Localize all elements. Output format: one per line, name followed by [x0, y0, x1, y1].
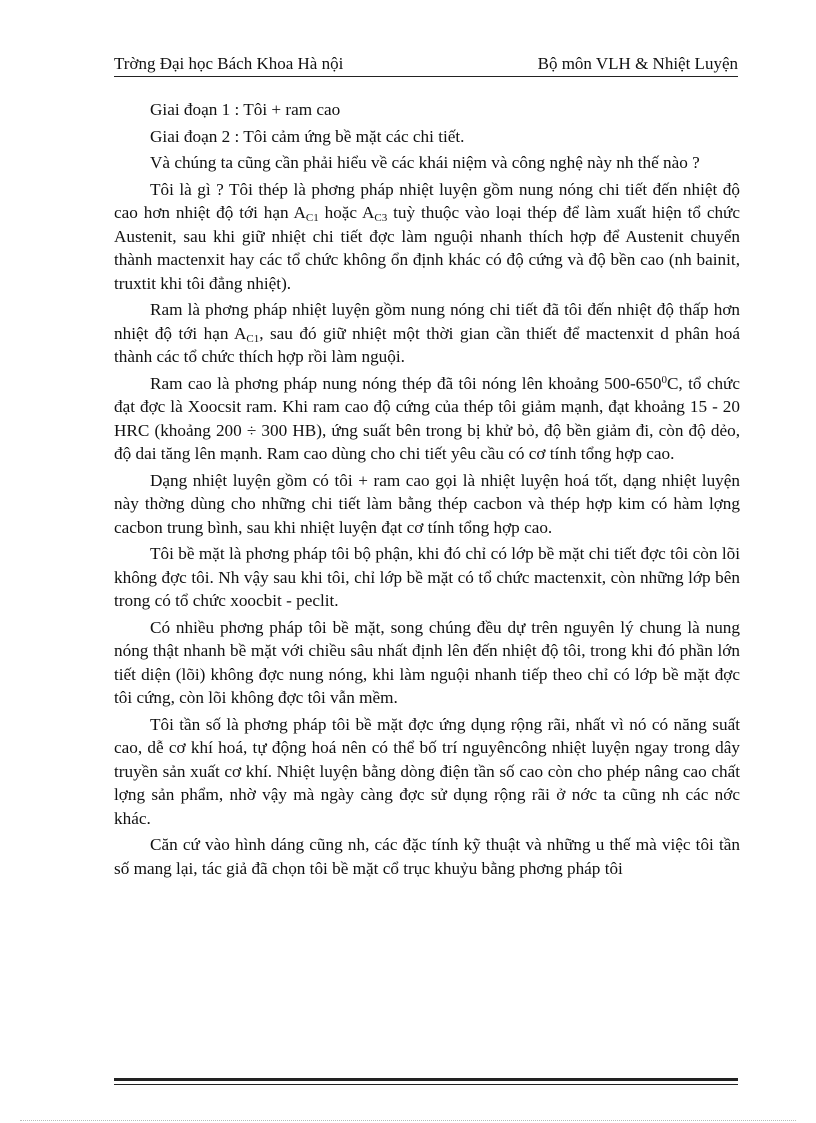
paragraph-concepts: Và chúng ta cũng cần phải hiểu về các khái niệm và công nghệ này nh thế nào ?: [150, 153, 700, 172]
paragraph-stage-2: Giai đoạn 2 : Tôi cảm ứng bề mặt các chi tiết.: [150, 126, 465, 146]
paragraph-stage-1: Giai đoạn 1 : Tôi + ram cao: [150, 100, 341, 119]
text-run: Ram cao là phơng pháp nung nóng thép đã tôi nóng lên khoảng 500-650: [150, 373, 662, 393]
superscript: 0: [661, 373, 667, 386]
text-run: Tôi là gì ? Tôi thép là phơng pháp nhiệt luyện gồm nung nóng chi tiết đến nhiệt độ cao hơn nhiệt độ tới hạn A: [114, 179, 740, 222]
header-department: Bộ môn VLH & Nhiệt Luyện: [537, 54, 738, 73]
footer-rule-thick: [114, 1078, 738, 1081]
subscript: C1: [305, 212, 319, 224]
paragraph-hardening-definition: [114, 178, 740, 296]
text-run: hoặc A: [318, 203, 375, 222]
page-bottom-dotted-line: [20, 1120, 796, 1121]
document-body: [114, 98, 740, 883]
header-rule: [114, 76, 738, 77]
paragraph-tempering-definition: [114, 298, 740, 369]
paragraph-high-tempering: [114, 372, 740, 466]
text-run: Ram là phơng pháp nhiệt luyện gồm nung nóng chi tiết đã tôi đến nhiệt độ thấp hơn nhiệt độ tới hạn A: [114, 300, 740, 343]
subscript: C1: [246, 332, 260, 345]
paragraph-induction-hardening: Tôi tần số là phơng pháp tôi bề mặt đợc ứng dụng rộng rãi, nhất vì nó có năng suất cao, dễ cơ khí hoá, tự động hoá nên có thể bố trí nguyêncông nhiệt luyện ngay trong dây truyền sản xuất cơ khí. Nhiệt luyện bằng dòng điện tần số cao còn cho phép nâng cao chất lợng sản phẩm, nhờ vậy mà ngày càng đợc sử dụng rộng rãi ở nớc ta cũng nh các nớc khác.: [114, 714, 740, 828]
text-run: tuỳ thuộc vào loại thép để làm xuất hiện tổ chức Austenit, sau khi giữ nhiệt chi tiết đợc làm nguội nhanh thích hợp để Austenit chuyển thành mactenxit hay các tổ chức không ổn định khác có độ cứng và độ bền cao (nh bainit, truxtit khi tôi đẳng nhiệt).: [114, 203, 740, 293]
page-header: [114, 54, 738, 74]
header-university: Trờng Đại học Bách Khoa Hà nội: [114, 54, 344, 73]
text-run: , sau đó giữ nhiệt một thời gian cần thiết để mactenxit d phân hoá thành các tổ chức thích hợp rồi làm nguội.: [114, 323, 740, 366]
subscript: C3: [374, 212, 388, 224]
paragraph-quench-temper: Dạng nhiệt luyện gồm có tôi + ram cao gọi là nhiệt luyện hoá tốt, dạng nhiệt luyện này thờng dùng cho những chi tiết làm bằng thép cacbon và thép hợp kim có hàm lợng cacbon trung bình, sau khi nhiệt luyện đạt cơ tính tổng hợp cao.: [114, 470, 740, 537]
text-run: C, tổ chức đạt đợc là Xoocsit ram. Khi ram cao độ cứng của thép tôi giảm mạnh, đạt khoảng 15 - 20 HRC (khoảng 200 ÷ 300 HB), ứng suất bên trong bị khử bỏ, độ bền giảm đi, còn độ dẻo, độ dai tăng lên mạnh. Ram cao dùng cho chi tiết yêu cầu có cơ tính tổng hợp cao.: [114, 373, 741, 463]
paragraph-crankshaft: Căn cứ vào hình dáng cũng nh, các đặc tính kỹ thuật và những u thế mà việc tôi tần số mang lại, tác giả đã chọn tôi bề mặt cổ trục khuỷu bằng phơng pháp tôi: [114, 835, 740, 878]
footer-rule-thin: [114, 1084, 738, 1085]
paragraph-surface-hardening: Tôi bề mặt là phơng pháp tôi bộ phận, khi đó chỉ có lớp bề mặt chi tiết đợc tôi còn lõi không đợc tôi. Nh vậy sau khi tôi, chỉ lớp bề mặt có tổ chức mactenxit, còn những lớp bên trong có tổ chức xoocbit - peclit.: [114, 544, 740, 610]
paragraph-surface-methods: Có nhiều phơng pháp tôi bề mặt, song chúng đều dự trên nguyên lý chung là nung nóng thật nhanh bề mặt với chiều sâu nhất định lên đến nhiệt độ tôi, trong khi đó phần lớn tiết diện (lõi) không đợc nung nóng, khi làm nguội nhanh tiếp theo chỉ có lớp bề mặt đợc tôi cứng, còn lõi không đợc tôi vẫn mềm.: [114, 617, 740, 707]
